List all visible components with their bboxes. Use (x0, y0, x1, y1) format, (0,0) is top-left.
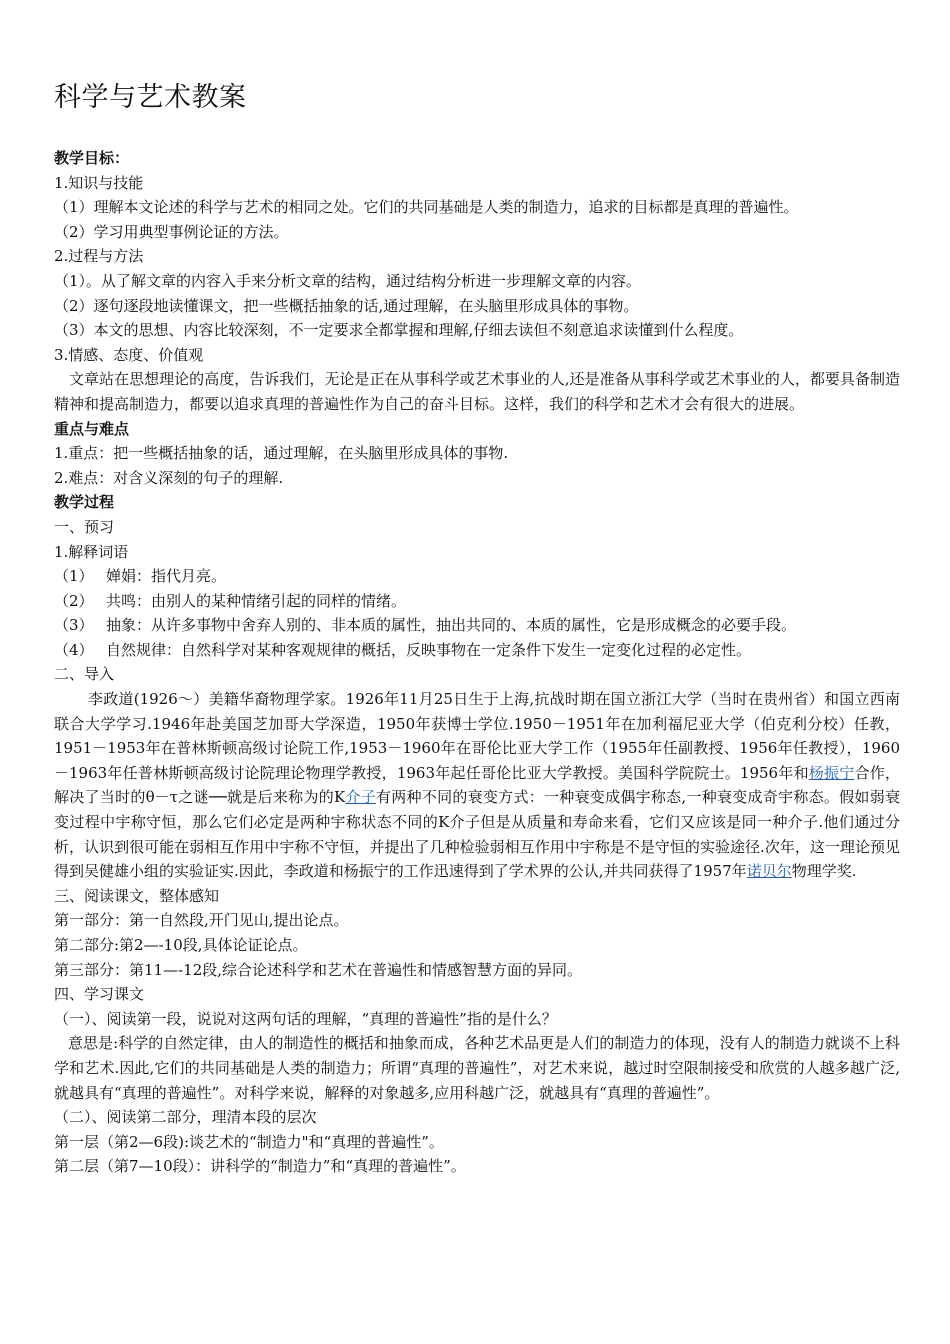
objective-process-item-3: （3）本文的思想、内容比较深刻，不一定要求全都掌握和理解,仔细去读但不刻意追求读懂到什么程度。 (54, 321, 744, 340)
link-yang-zhenning[interactable]: 杨振宁 (808, 763, 855, 782)
vocabulary-item (54, 589, 900, 614)
vocabulary-item-text: 自然规律：自然科学对某种客观规律的概括，反映事物在一定条件下发生一定变化过程的必定性。 (106, 640, 752, 659)
vocabulary-item (54, 564, 900, 589)
objective-knowledge-item-1: （1）理解本文论述的科学与艺术的相同之处。它们的共同基础是人类的制造力，追求的目标都是真理的普遍性。 (54, 198, 799, 217)
section-introduction: 二、导入 (54, 665, 115, 684)
structure-part-3: 第三部分：第11—-12段,综合论述科学和艺术在普遍性和情感智慧方面的异同。 (54, 960, 583, 979)
layer-1: 第一层（第2—6段):谈艺术的“制造力"和“真理的普遍性”。 (54, 1132, 444, 1151)
keypoint-difficulty: 2.难点：对含义深刻的句子的理解. (54, 468, 284, 487)
link-meson[interactable]: 介子 (345, 788, 377, 807)
objectives-heading: 教学目标： (54, 149, 130, 167)
link-nobel[interactable]: 诺贝尔 (746, 862, 792, 881)
objective-process-item-2: （2）逐句逐段地读懂课文，把一些概括抽象的话,通过理解，在头脑里形成具体的事物。 (54, 296, 639, 315)
vocabulary-item-number: （3） (54, 616, 94, 635)
intro-text-d: 物理学奖. (791, 862, 857, 881)
objective-knowledge-item-2: （2）学习用典型事例论证的方法。 (54, 222, 289, 241)
vocabulary-item-number: （2） (54, 591, 94, 610)
question-1-answer: 意思是:科学的自然定律，由人的制造性的概括和抽象而成，各种艺术品更是人们的制造力的体现，没有人的制造力就谈不上科学和艺术.因此,它们的共同基础是人类的制造力；所谓“真理的普遍性”，对艺术来说，越过时空限制接受和欣赏的人越多越广泛,就越具有“真理的普遍性”。对科学来说，解释的对象越多,应用科越广泛，就越具有“真理的普遍性”。 (54, 1034, 900, 1102)
keypoints-heading: 重点与难点 (54, 419, 130, 438)
section-study: 四、学习课文 (54, 985, 145, 1004)
vocabulary-item-number: （1） (54, 567, 94, 586)
vocabulary-item-text: 共鸣：由别人的某种情绪引起的同样的情绪。 (106, 591, 407, 610)
question-2: （二）、阅读第二部分，理清本段的层次 (54, 1108, 317, 1127)
vocabulary-heading: 1.解释词语 (54, 542, 129, 561)
document-page (54, 78, 900, 1179)
keypoint-focus: 1.重点：把一些概括抽象的话，通过理解，在头脑里形成具体的事物. (54, 444, 509, 463)
objective-knowledge: 1.知识与技能 (54, 173, 144, 192)
document-title: 科学与艺术教案 (54, 82, 247, 113)
layer-2: 第二层（第7—10段）：讲科学的“制造力”和“真理的普遍性”。 (54, 1157, 466, 1176)
section-reading: 三、阅读课文，整体感知 (54, 886, 220, 905)
vocabulary-item (54, 613, 900, 638)
objective-values: 3.情感、态度、价值观 (54, 345, 204, 364)
introduction-paragraph (54, 687, 900, 884)
objective-process-item-1: （1）。从了解文章的内容入手来分析文章的结构，通过结构分析进一步理解文章的内容。 (54, 271, 642, 290)
intro-text-a: 李政道(1926～）美籍华裔物理学家。1926年11月25日生于上海,抗战时期在国立浙江大学（当时在贵州省）和国立西南联合大学学习.1946年赴美国芝加哥大学深造，1950年获博士学位.1950－1951年在加利福尼亚大学（伯克利分校）任教，1951－1953年在普林斯顿高级讨论院工作,1953－1960年在哥伦比亚大学工作（1955年任副教授、1956年任教授），1960－1963年任普林斯顿高级讨论院理论物理学教授，1963年起任哥伦比亚大学教授。美国科学院院士。1956年和 (54, 690, 900, 782)
process-heading: 教学过程 (54, 493, 115, 512)
objective-process: 2.过程与方法 (54, 247, 144, 266)
objective-values-paragraph: 文章站在思想理论的高度，告诉我们，无论是正在从事科学或艺术事业的人,还是准备从事科学或艺术事业的人，都要具备制造精神和提高制造力，都要以追求真理的普遍性作为自己的奋斗目标。这样，我们的科学和艺术才会有很大的进展。 (54, 370, 900, 413)
question-1: （一）、阅读第一段，说说对这两句话的理解，“真理的普遍性”指的是什么？ (54, 1009, 557, 1028)
section-preview: 一、预习 (54, 517, 115, 536)
intro-text-b: 合作，解决了当时的θ－τ之谜──就是后来称为的K (54, 763, 900, 807)
vocabulary-item-text: 抽象：从许多事物中舍弃人别的、非本质的属性，抽出共同的、本质的属性，它是形成概念的必要手段。 (106, 616, 797, 635)
intro-text-c: 有两种不同的衰变方式：一种衰变成偶宇称态,一种衰变成奇宇称态。假如弱衰变过程中宇称守恒，那么它们必定是两种宇称状态不同的K介子但是从质量和寿命来看，它们又应该是同一种介子.他们通过分析，认识到很可能在弱相互作用中宇称不守恒，并提出了几种检验弱相互作用中宇称是不是守恒的实验途径.次年，这一理论预见得到吴健雄小组的实验证实.因此，李政道和杨振宁的工作迅速得到了学术界的公认,并共同获得了1957年 (54, 788, 900, 881)
vocabulary-item-text: 婵娟：指代月亮。 (106, 567, 227, 586)
structure-part-1: 第一部分：第一自然段,开门见山,提出论点。 (54, 911, 349, 930)
structure-part-2: 第二部分:第2—-10段,具体论证论点。 (54, 936, 308, 954)
vocabulary-item (54, 638, 900, 663)
vocabulary-item-number: （4） (54, 640, 94, 659)
